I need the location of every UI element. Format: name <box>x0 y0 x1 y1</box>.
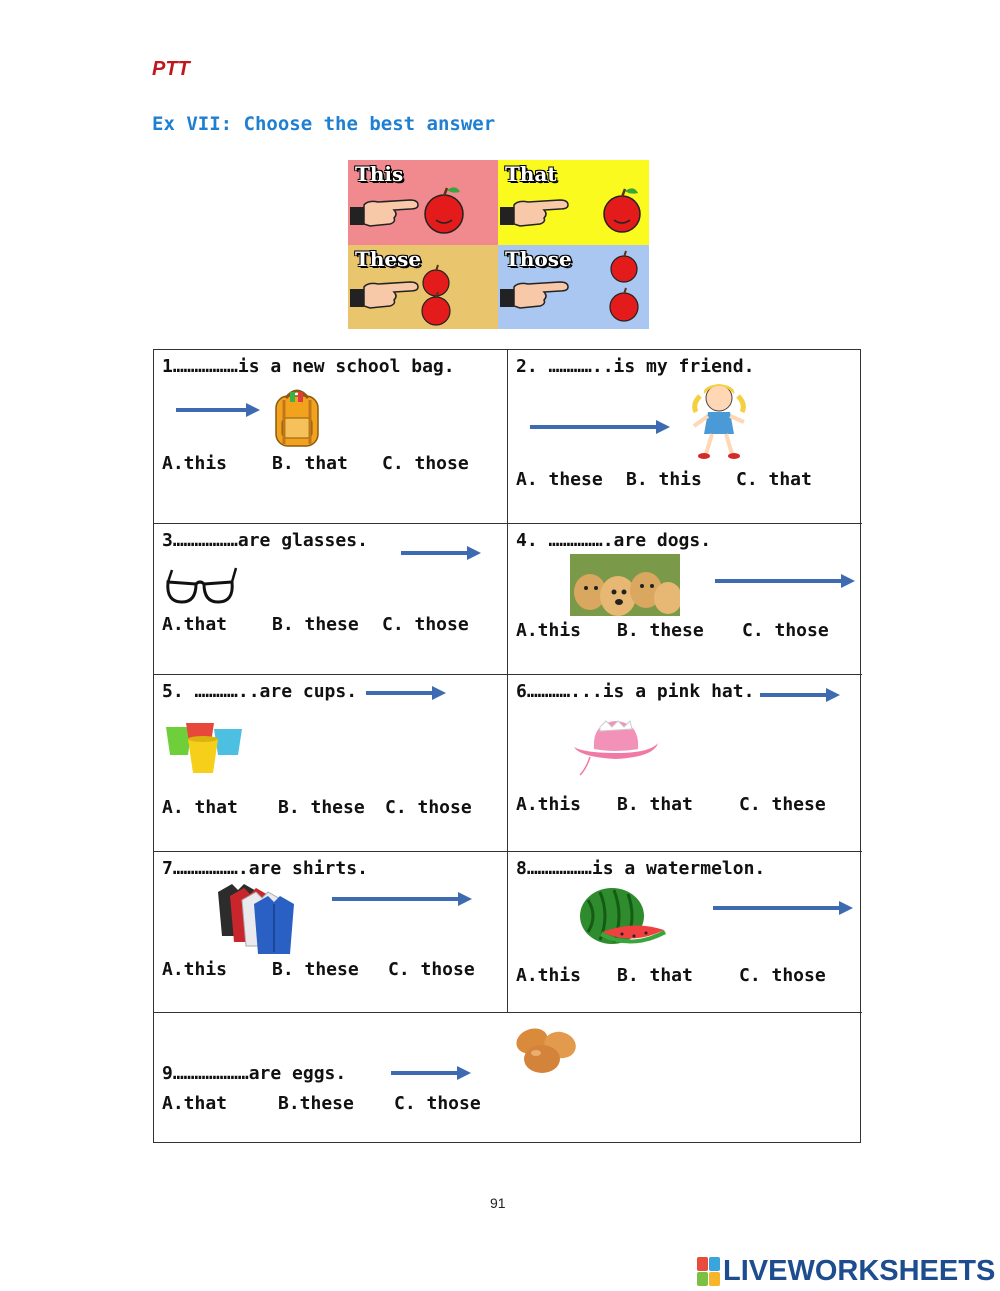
chart-label-this: This <box>355 162 404 186</box>
option-c-7[interactable]: C. those <box>388 959 475 980</box>
question-cell-4 <box>508 524 862 675</box>
option-c-5[interactable]: C. those <box>385 797 472 818</box>
option-b-1[interactable]: B. that <box>272 453 348 474</box>
option-b-3[interactable]: B. these <box>272 614 359 635</box>
option-a-9[interactable]: A.that <box>162 1093 228 1114</box>
logo-blocks-icon <box>697 1257 720 1286</box>
question-cell-7 <box>154 852 508 1013</box>
option-b-8[interactable]: B. that <box>617 965 693 986</box>
option-a-3[interactable]: A.that <box>162 614 228 635</box>
eggs-icon <box>510 1019 582 1079</box>
shirts-icon <box>216 882 296 956</box>
question-cell-5 <box>154 675 508 852</box>
question-text-6: 6…………...is a pink hat. <box>516 681 755 702</box>
brand-text: LIVEWORKSHEETS <box>723 1255 996 1287</box>
arrow-icon <box>530 420 670 434</box>
option-c-8[interactable]: C. those <box>739 965 826 986</box>
question-text-5: 5. …………..are cups. <box>162 681 358 702</box>
cups-icon <box>164 719 248 775</box>
liveworksheets-logo <box>697 1255 995 1288</box>
option-b-7[interactable]: B. these <box>272 959 359 980</box>
question-text-3: 3………………are glasses. <box>162 530 368 551</box>
chart-label-these: These <box>355 247 422 271</box>
option-a-1[interactable]: A.this <box>162 453 228 474</box>
option-b-4[interactable]: B. these <box>617 620 704 641</box>
question-cell-2 <box>508 350 862 524</box>
option-b-2[interactable]: B. this <box>626 469 702 490</box>
chart-cell-those <box>498 245 649 329</box>
arrow-icon <box>332 892 472 906</box>
option-a-8[interactable]: A.this <box>516 965 582 986</box>
pink-hat-icon <box>570 713 662 779</box>
option-c-2[interactable]: C. that <box>736 469 812 490</box>
exercise-title: Ex VII: Choose the best answer <box>152 113 496 135</box>
option-c-9[interactable]: C. those <box>394 1093 481 1114</box>
chart-label-that: That <box>505 162 557 186</box>
chart-cell-these <box>348 245 498 329</box>
question-text-4: 4. …………….are dogs. <box>516 530 712 551</box>
question-text-8: 8………………is a watermelon. <box>516 858 766 879</box>
chart-cell-this <box>348 160 498 245</box>
glasses-icon <box>162 564 238 608</box>
option-c-6[interactable]: C. these <box>739 794 826 815</box>
question-text-7: 7……………….are shirts. <box>162 858 368 879</box>
question-text-9: 9…………………are eggs. <box>162 1063 347 1084</box>
option-b-6[interactable]: B. that <box>617 794 693 815</box>
option-c-3[interactable]: C. those <box>382 614 469 635</box>
arrow-icon <box>713 901 853 915</box>
arrow-icon <box>176 403 260 417</box>
option-a-5[interactable]: A. that <box>162 797 238 818</box>
question-text-1: 1………………is a new school bag. <box>162 356 455 377</box>
question-cell-8 <box>508 852 862 1013</box>
arrow-icon <box>715 574 855 588</box>
question-cell-6 <box>508 675 862 852</box>
chart-label-those: Those <box>505 247 572 271</box>
option-a-4[interactable]: A.this <box>516 620 582 641</box>
page-number: 91 <box>490 1195 506 1211</box>
arrow-icon <box>760 688 840 702</box>
girl-icon <box>686 382 752 462</box>
arrow-icon <box>401 546 481 560</box>
header-ptt: PTT <box>152 58 190 80</box>
option-a-7[interactable]: A.this <box>162 959 228 980</box>
watermelon-icon <box>578 886 670 958</box>
question-cell-3 <box>154 524 508 675</box>
option-c-1[interactable]: C. those <box>382 453 469 474</box>
option-a-2[interactable]: A. these <box>516 469 603 490</box>
exercise-table <box>153 349 861 1143</box>
question-cell-9 <box>154 1013 862 1144</box>
question-cell-1 <box>154 350 508 524</box>
question-text-2: 2. …………..is my friend. <box>516 356 755 377</box>
dogs-icon <box>570 554 680 616</box>
option-c-4[interactable]: C. those <box>742 620 829 641</box>
chart-cell-that <box>498 160 649 245</box>
option-a-6[interactable]: A.this <box>516 794 582 815</box>
arrow-icon <box>366 686 446 700</box>
arrow-icon <box>391 1066 471 1080</box>
demonstratives-chart <box>348 160 649 329</box>
option-b-9[interactable]: B.these <box>278 1093 354 1114</box>
option-b-5[interactable]: B. these <box>278 797 365 818</box>
school-bag-icon <box>270 388 324 448</box>
